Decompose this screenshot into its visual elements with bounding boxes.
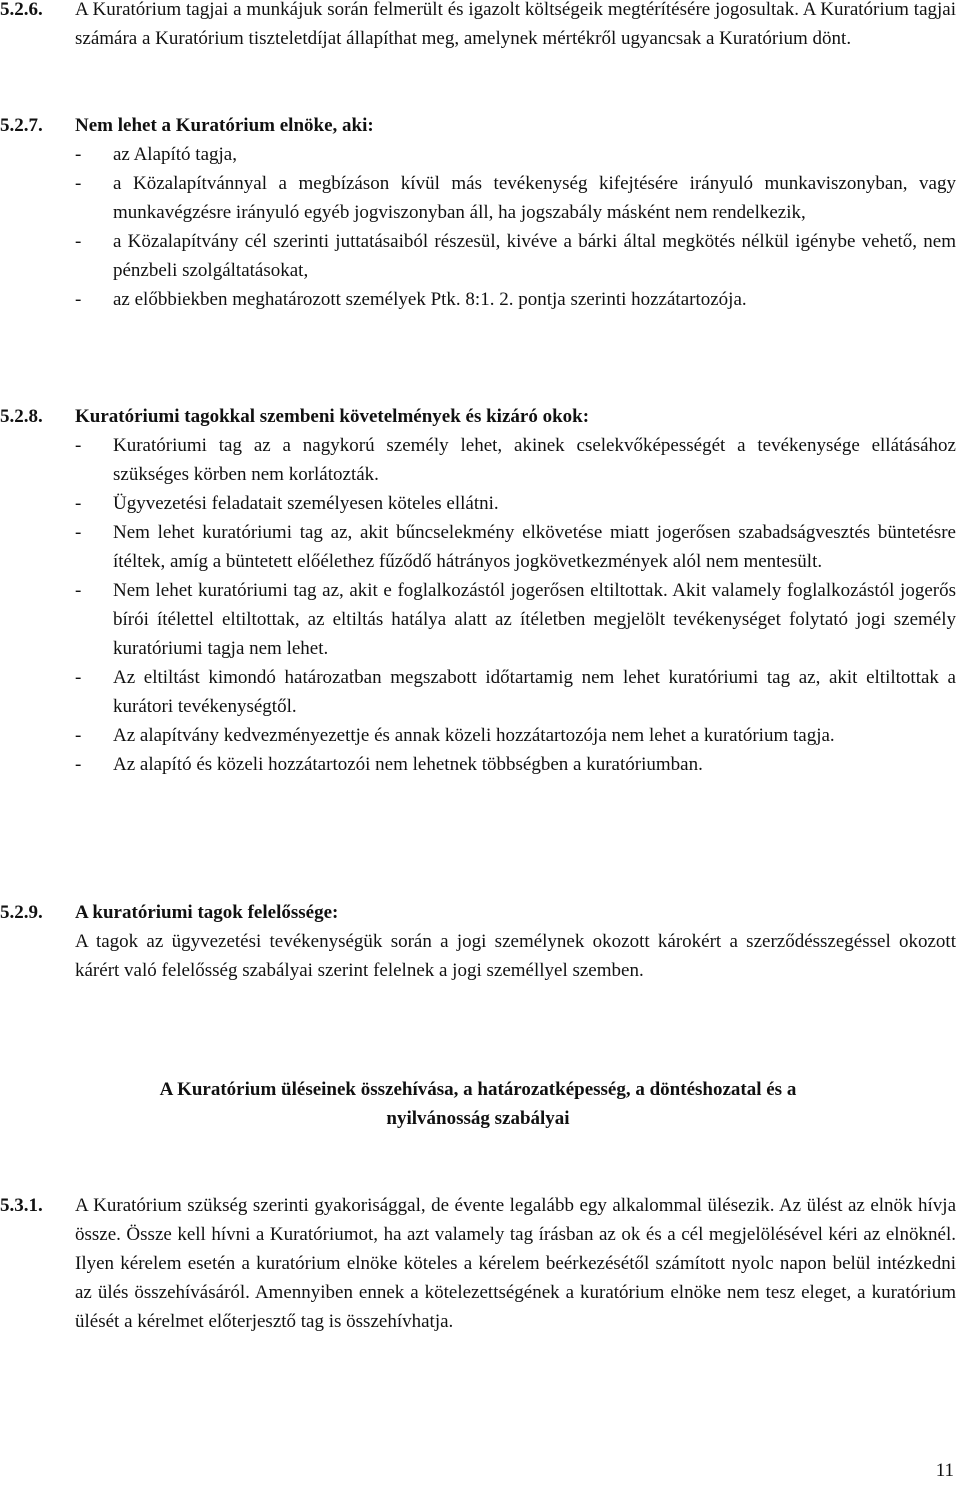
list-item: - a Közalapítvány cél szerinti juttatásaiból részesül, kivéve a bárki által megkötés nélkül igénybe vehető, nem pénzbeli szolgáltatásokat, (75, 227, 956, 285)
section-title: A kuratóriumi tagok felelőssége: (75, 902, 339, 923)
list-item: - Az alapító és közeli hozzátartozói nem lehetnek többségben a kuratóriumban. (75, 750, 956, 779)
list-item: - Kuratóriumi tag az a nagykorú személy lehet, akinek cselekvőképességét a tevékenysége ellátásához szükséges körben nem korlátozták. (75, 431, 956, 489)
list-item: - az Alapító tagja, (75, 140, 956, 169)
section-5-2-6 (0, 0, 956, 53)
chapter-heading-line-1: A Kuratórium üléseinek összehívása, a határozatképesség, a döntéshozatal és a (159, 1079, 797, 1100)
list-item: - a Közalapítvánnyal a megbízáson kívül más tevékenység kifejtésére irányuló munkaviszonyban, vagy munkavégzésre irányuló egyéb jogviszonyban áll, ha jogszabály másként nem rendelkezik, (75, 169, 956, 227)
list-item: - Az alapítvány kedvezményezettje és annak közeli hozzátartozója nem lehet a kuratórium tagja. (75, 721, 956, 750)
page-number: 11 (935, 1460, 954, 1481)
section-number: 5.3.1. (0, 1195, 43, 1216)
section-title: Kuratóriumi tagokkal szembeni követelmények és kizáró okok: (75, 406, 590, 427)
list-item: - az előbbiekben meghatározott személyek Ptk. 8:1. 2. pontja szerinti hozzátartozója. (75, 285, 956, 314)
list-item: - Az eltiltást kimondó határozatban megszabott időtartamig nem lehet kuratóriumi tag az, akit eltiltottak a kurátori tevékenységtől. (75, 663, 956, 721)
section-number: 5.2.6. (0, 0, 43, 20)
list-item: - Nem lehet kuratóriumi tag az, akit e foglalkozástól jogerősen eltiltottak. Akit valamely foglalkozástól jogerős bírói ítélettel eltiltottak, az eltiltás hatálya alatt az ítéletben megjelölt tevékenységet folytató jogi személy kuratóriumi tagja nem lehet. (75, 576, 956, 663)
chapter-heading-line-2: nyilvánosság szabályai (386, 1108, 570, 1129)
requirements-list (0, 431, 956, 779)
section-title: Nem lehet a Kuratórium elnöke, aki: (75, 115, 374, 136)
section-text: A Kuratórium tagjai a munkájuk során felmerült és igazolt költségeik megtérítésére jogosultak. A Kuratórium tagjai számára a Kuratórium tiszteletdíjat állapíthat meg, amelynek mértékről ugyancsak a Kuratórium dönt. (75, 0, 956, 49)
section-number: 5.2.8. (0, 406, 43, 427)
section-text: A tagok az ügyvezetési tevékenységük során a jogi személynek okozott károkért a szerződésszegéssel okozott kárért való felelősség szabályai szerint felelnek a jogi személlyel szemben. (75, 931, 956, 981)
disqualification-list (0, 140, 956, 314)
section-text: A Kuratórium szükség szerinti gyakorisággal, de évente legalább egy alkalommal ülésezik. Az ülést az elnök hívja össze. Össze kell hívni a Kuratóriumot, ha azt valamely tag írásban az ok és a cél megjelölésével kéri az elnöknél. Ilyen kérelem esetén a kuratórium elnöke köteles a kérelem beérkezésétől számított nyolc napon belül intézkedni az ülés összehívásáról. Amennyiben ennek a kötelezettségének a kuratórium elnöke nem tesz eleget, a kuratórium ülését a kérelmet előterjesztő tag is összehívhatja. (75, 1195, 956, 1332)
section-5-2-7 (0, 111, 956, 314)
section-5-3-1 (0, 1191, 956, 1336)
list-item: - Nem lehet kuratóriumi tag az, akit bűncselekmény elkövetése miatt jogerősen szabadságvesztés büntetésre ítéltek, amíg a büntetett előélethez fűződő hátrányos jogkövetkezmények alól nem mentesült. (75, 518, 956, 576)
list-item: - Ügyvezetési feladatait személyesen köteles ellátni. (75, 489, 956, 518)
section-number: 5.2.7. (0, 115, 43, 136)
section-number: 5.2.9. (0, 902, 43, 923)
section-5-2-9 (0, 898, 956, 985)
section-5-2-8 (0, 402, 956, 779)
